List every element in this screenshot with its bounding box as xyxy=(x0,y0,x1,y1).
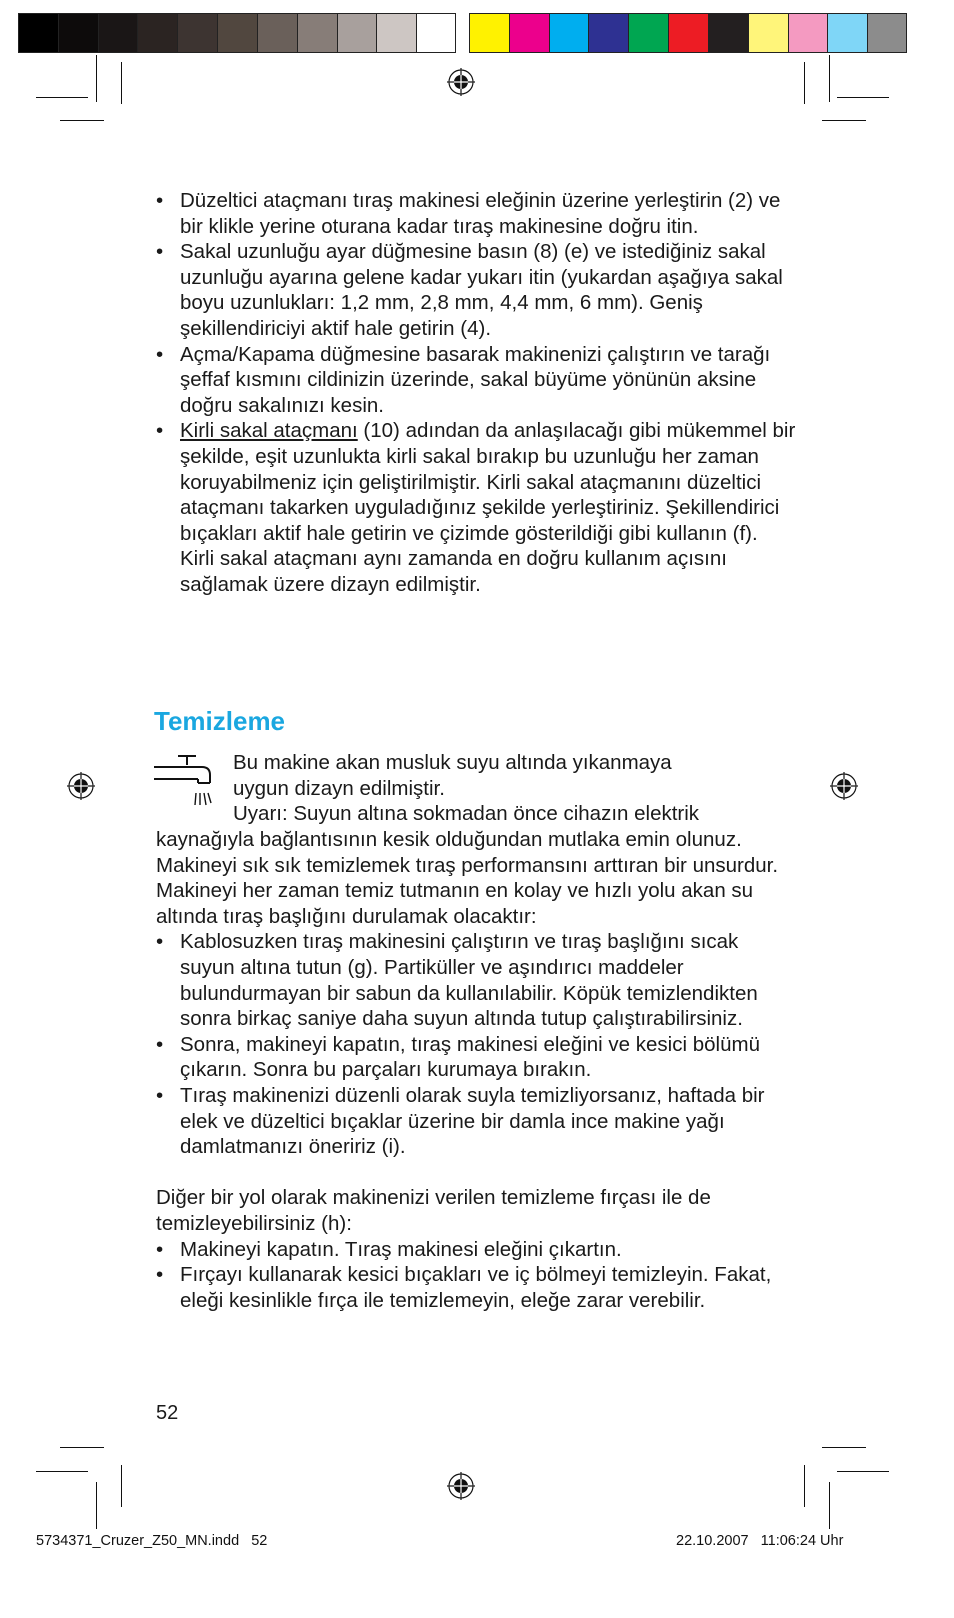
water-tap-icon xyxy=(152,753,214,809)
section-heading: Temizleme xyxy=(154,706,286,736)
list-item: • Makineyi kapatın. Tıraş makinesi eleğini çıkartın. xyxy=(156,1237,796,1263)
gray-swatch xyxy=(417,14,455,52)
intro-line: uygun dizayn edilmiştir. xyxy=(233,776,445,800)
list-item: • Kirli sakal ataçmanı (10) adından da anlaşılacağı gibi mükemmel bir şekilde, eşit uzunlukta kirli sakal bırakıp bu uzunluğu her zaman koruyabilmeniz için geliştirilmiştir. Kirli sakal ataçmanını düzeltici ataçmanı takarken uyguladığınız şekilde yerleştiriniz. Şekillendirici bıçakları aktif hale getirin ve çizimde gösterildiği gibi kullanın (f). Kirli sakal ataçmanı aynı zamanda en doğru kullanım açısını sağlamak üzere dizayn edilmiştir. xyxy=(156,418,796,597)
gray-swatch xyxy=(59,14,99,52)
gray-swatch xyxy=(19,14,59,52)
list-item: • Fırçayı kullanarak kesici bıçakları ve iç bölmeyi temizleyin. Fakat, eleği kesinlikle fırça ile temizlemeyin, eleğe zarar verebilir. xyxy=(156,1262,796,1313)
warning-line: Uyarı: Suyun altına sokmadan önce cihazın elektrik xyxy=(233,802,700,826)
color-swatch xyxy=(789,14,829,52)
color-swatch xyxy=(749,14,789,52)
list-item: • Açma/Kapama düğmesine basarak makinenizi çalıştırın ve tarağı şeffaf kısmını cildinizin üzerinde, sakal büyüme yönünün aksine doğru sakalınızı kesin. xyxy=(156,342,796,419)
gray-swatch xyxy=(178,14,218,52)
list-item: • Sonra, makineyi kapatın, tıraş makinesi eleğini ve kesici bölümü çıkarın. Sonra bu parçaları kurumaya bırakın. xyxy=(156,1032,796,1083)
color-swatch xyxy=(828,14,868,52)
gray-swatch xyxy=(377,14,417,52)
registration-mark-icon xyxy=(830,772,858,800)
intro-line: Bu makine akan musluk suyu altında yıkanmaya xyxy=(233,751,672,774)
page-number: 52 xyxy=(156,1402,179,1424)
list-item: • Tıraş makinenizi düzenli olarak suyla temizliyorsanız, haftada bir elek ve düzeltici bıçaklar üzerine bir damla ince makine yağı damlatmanızı öneririz (i). xyxy=(156,1083,796,1160)
list-item: • Kablosuzken tıraş makinesini çalıştırın ve tıraş başlığını sıcak suyun altına tutun (g). Partiküller ve aşındırıcı maddeler bulundurmayan bir sabun da kullanılabilir. Köpük temizlendikten sonra birkaç saniye daha suyun altında tutup çalıştırabilirsiniz. xyxy=(156,929,796,1031)
color-swatch xyxy=(669,14,709,52)
color-swatch xyxy=(709,14,749,52)
grayscale-bar xyxy=(18,13,456,53)
gray-swatch xyxy=(298,14,338,52)
gray-swatch xyxy=(338,14,378,52)
footer-file-info: 5734371_Cruzer_Z50_MN.indd 52 xyxy=(36,1533,268,1549)
gray-swatch xyxy=(258,14,298,52)
color-bar xyxy=(469,13,907,53)
cleaning-intro xyxy=(233,750,803,827)
footer-date-time: 22.10.2007 11:06:24 Uhr xyxy=(676,1533,844,1549)
cleaning-paragraph: kaynağıyla bağlantısının kesik olduğundan mutlaka emin olunuz. Makineyi sık sık temizlemek tıraş performansını arttıran bir unsurdur. Makineyi her zaman temiz tutmanın en kolay ve hızlı yolu akan su altında tıraş başlığını durulamak olacaktır: xyxy=(156,828,779,928)
underlined-term: Kirli sakal ataçmanı xyxy=(180,419,358,443)
gray-swatch xyxy=(99,14,139,52)
cleaning-body xyxy=(156,827,796,1313)
list-item: • Sakal uzunluğu ayar düğmesine basın (8) (e) ve istediğiniz sakal uzunluğu ayarına gelene kadar yukarı itin (yukardan aşağıya sakal boyu uzunlukları: 1,2 mm, 2,8 mm, 4,4 mm, 6 mm). Geniş şekillendiriciyi aktif hale getirin (4). xyxy=(156,239,796,341)
gray-swatch xyxy=(138,14,178,52)
color-swatch xyxy=(589,14,629,52)
registration-mark-icon xyxy=(447,1472,475,1500)
color-swatch xyxy=(629,14,669,52)
registration-mark-icon xyxy=(67,772,95,800)
alternative-paragraph: Diğer bir yol olarak makinenizi verilen temizleme fırçası ile de temizleyebilirsiniz (h): xyxy=(156,1186,711,1235)
registration-mark-icon xyxy=(447,68,475,96)
list-item: • Düzeltici ataçmanı tıraş makinesi eleğinin üzerine yerleştirin (2) ve bir klikle yerine oturana kadar tıraş makinesine doğru itin. xyxy=(156,188,796,239)
gray-swatch xyxy=(218,14,258,52)
trimmer-instructions xyxy=(156,188,796,598)
color-swatch xyxy=(550,14,590,52)
color-swatch xyxy=(470,14,510,52)
color-swatch xyxy=(510,14,550,52)
color-swatch xyxy=(868,14,906,52)
